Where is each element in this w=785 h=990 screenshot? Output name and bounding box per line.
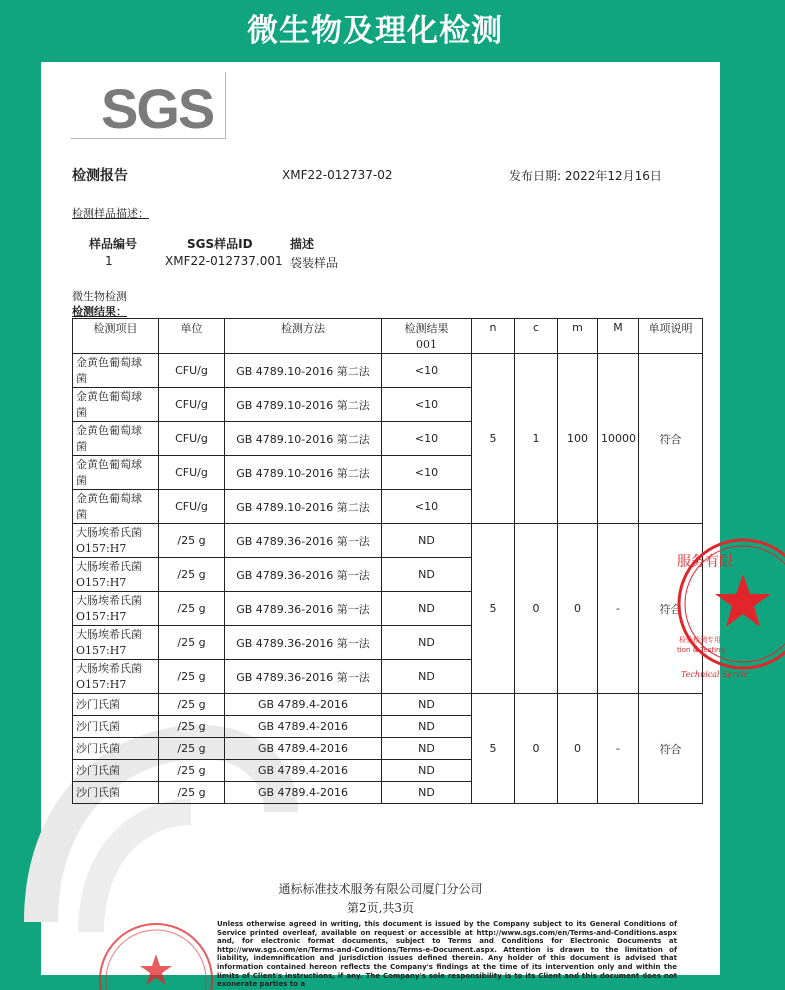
method: GB 4789.10-2016 第二法 <box>225 456 382 490</box>
item-name: 沙门氏菌 <box>73 716 159 738</box>
sgs-logo <box>71 72 226 139</box>
group-c: 1 <box>515 354 558 524</box>
item-name: 沙门氏菌 <box>73 738 159 760</box>
item-name-cont: O157:H7 <box>76 677 127 691</box>
group-m-lower: 0 <box>558 694 598 804</box>
unit: /25 g <box>159 760 225 782</box>
item-name-cont: O157:H7 <box>76 575 127 589</box>
method: GB 4789.36-2016 第一法 <box>225 660 382 694</box>
item-name: 沙门氏菌 <box>73 760 159 782</box>
section-title: 微生物检测 <box>72 290 127 303</box>
report-page <box>41 62 748 989</box>
method: GB 4789.4-2016 <box>225 782 382 804</box>
result: <10 <box>382 422 472 456</box>
sample-no: 1 <box>105 254 113 268</box>
item-name: 金黄色葡萄球 <box>76 491 142 505</box>
unit: /25 g <box>159 626 225 660</box>
col-item: 检测项目 <box>73 319 159 354</box>
result: ND <box>382 738 472 760</box>
seal-text-4: Technical Servic <box>681 670 748 679</box>
sgs-id-header: SGS样品ID <box>187 237 253 251</box>
group-c: 0 <box>515 694 558 804</box>
result: ND <box>382 782 472 804</box>
item-name: 沙门氏菌 <box>73 694 159 716</box>
method: GB 4789.4-2016 <box>225 694 382 716</box>
item-name-cont: 菌 <box>76 439 87 453</box>
unit: CFU/g <box>159 388 225 422</box>
unit: /25 g <box>159 738 225 760</box>
group-m-upper: - <box>598 524 639 694</box>
method: GB 4789.36-2016 第一法 <box>225 592 382 626</box>
bottom-seal <box>96 910 216 990</box>
report-title: 检测报告 <box>72 168 128 184</box>
unit: CFU/g <box>159 490 225 524</box>
group-m-upper: - <box>598 694 639 804</box>
group-note: 符合 <box>639 694 703 804</box>
description-header: 描述 <box>290 237 315 251</box>
result: ND <box>382 558 472 592</box>
footer-company: 通标标准技术服务有限公司厦门分公司 <box>278 882 483 896</box>
item-name-cont: 菌 <box>76 371 87 385</box>
group-note: 符合 <box>639 354 703 524</box>
col-result-label: 检测结果 <box>404 322 449 335</box>
unit: /25 g <box>159 694 225 716</box>
col-m-upper: M <box>598 319 639 354</box>
table-row <box>73 354 703 388</box>
table-header-row <box>73 319 703 354</box>
table-row <box>73 694 703 716</box>
unit: /25 g <box>159 558 225 592</box>
results-table <box>72 318 703 804</box>
item-name: 大肠埃希氏菌 <box>76 593 142 607</box>
item-name: 沙门氏菌 <box>73 782 159 804</box>
item-name: 大肠埃希氏菌 <box>76 627 142 641</box>
issue-date: 发布日期: 2022年12月16日 <box>509 169 662 183</box>
seal-text-2: 检验检测专用 <box>679 636 721 644</box>
col-note: 单项说明 <box>639 319 703 354</box>
unit: /25 g <box>159 524 225 558</box>
item-name: 金黄色葡萄球 <box>76 389 142 403</box>
result: ND <box>382 760 472 782</box>
col-m-lower: m <box>558 319 598 354</box>
item-name-cont: 菌 <box>76 473 87 487</box>
group-m-lower: 0 <box>558 524 598 694</box>
group-n: 5 <box>472 524 515 694</box>
item-name-cont: O157:H7 <box>76 541 127 555</box>
unit: /25 g <box>159 660 225 694</box>
sample-no-header: 样品编号 <box>89 237 138 251</box>
item-name-cont: O157:H7 <box>76 609 127 623</box>
table-row <box>73 524 703 558</box>
group-c: 0 <box>515 524 558 694</box>
col-c: c <box>515 319 558 354</box>
result: <10 <box>382 354 472 388</box>
group-m-upper: 10000 <box>598 354 639 524</box>
result: <10 <box>382 456 472 490</box>
item-name-cont: 菌 <box>76 405 87 419</box>
result: ND <box>382 694 472 716</box>
banner-title: 微生物及理化检测 <box>247 13 503 49</box>
method: GB 4789.4-2016 <box>225 716 382 738</box>
sample-description: 袋装样品 <box>290 256 339 270</box>
col-result-sample: 001 <box>416 338 437 351</box>
unit: CFU/g <box>159 422 225 456</box>
unit: /25 g <box>159 716 225 738</box>
unit: /25 g <box>159 592 225 626</box>
page-number: 第2页,共3页 <box>346 901 415 915</box>
result: ND <box>382 716 472 738</box>
sgs-logo-text: SGS <box>101 77 214 140</box>
sgs-sample-id: XMF22-012737.001 <box>165 254 283 268</box>
group-n: 5 <box>472 694 515 804</box>
result: ND <box>382 524 472 558</box>
col-n: n <box>472 319 515 354</box>
col-method: 检测方法 <box>225 319 382 354</box>
unit: CFU/g <box>159 354 225 388</box>
col-unit: 单位 <box>159 319 225 354</box>
seal-text-3: tion & Testing <box>677 646 725 654</box>
item-name-cont: O157:H7 <box>76 643 127 657</box>
method: GB 4789.4-2016 <box>225 738 382 760</box>
result: <10 <box>382 490 472 524</box>
method: GB 4789.4-2016 <box>225 760 382 782</box>
method: GB 4789.10-2016 第二法 <box>225 422 382 456</box>
result: <10 <box>382 388 472 422</box>
result: ND <box>382 626 472 660</box>
group-m-lower: 100 <box>558 354 598 524</box>
item-name: 大肠埃希氏菌 <box>76 661 142 675</box>
item-name: 大肠埃希氏菌 <box>76 525 142 539</box>
item-name: 金黄色葡萄球 <box>76 355 142 369</box>
report-number: XMF22-012737-02 <box>282 168 393 182</box>
item-name-cont: 菌 <box>76 507 87 521</box>
method: GB 4789.10-2016 第二法 <box>225 388 382 422</box>
col-result <box>382 319 472 354</box>
method: GB 4789.36-2016 第一法 <box>225 626 382 660</box>
disclaimer-text: Unless otherwise agreed in writing, this document is issued by the Company subject to its General Conditions of Service printed overleaf, available on request or accessible at http://www.sgs.com/en/Terms-and-Conditions.aspx and, for electronic format documents, subject to Terms and Conditions for Electronic Documents at http://www.sgs.com/en/Terms-and-Conditions/Terms-e-Document.aspx. Attention is drawn to the limitation of liability, indemnification and jurisdiction issues defined therein. Any holder of this document is advised that information contained hereon reflects the Company's findings at the time of its intervention only and within the limits of Client's instructions, if any. The Company's sole responsibility is to its Client and this document does not exonerate parties to a <box>217 920 677 989</box>
group-note: 符合 <box>639 524 703 694</box>
method: GB 4789.10-2016 第二法 <box>225 490 382 524</box>
method: GB 4789.36-2016 第一法 <box>225 558 382 592</box>
method: GB 4789.10-2016 第二法 <box>225 354 382 388</box>
company-seal <box>665 532 785 682</box>
result: ND <box>382 592 472 626</box>
item-name: 金黄色葡萄球 <box>76 423 142 437</box>
sample-description-label: 检测样品描述： <box>72 207 149 220</box>
method: GB 4789.36-2016 第一法 <box>225 524 382 558</box>
item-name: 大肠埃希氏菌 <box>76 559 142 573</box>
result: ND <box>382 660 472 694</box>
item-name: 金黄色葡萄球 <box>76 457 142 471</box>
seal-text-1: 服务有限 <box>677 554 733 570</box>
unit: /25 g <box>159 782 225 804</box>
results-label: 检测结果： <box>72 305 127 318</box>
unit: CFU/g <box>159 456 225 490</box>
group-n: 5 <box>472 354 515 524</box>
